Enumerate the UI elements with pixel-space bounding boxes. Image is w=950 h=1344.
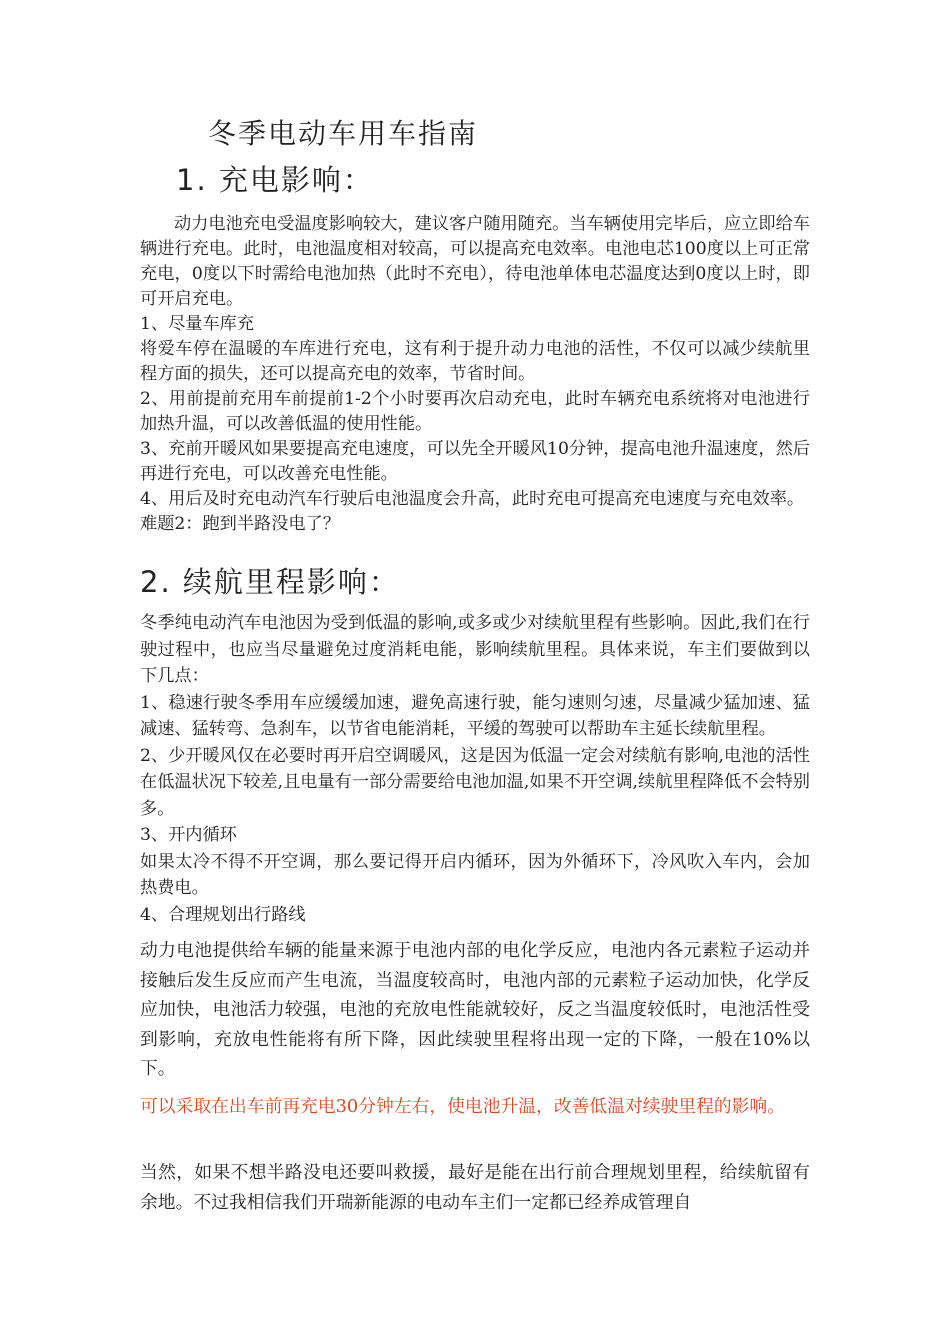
section2-heading: 2. 续航里程影响： — [140, 565, 400, 599]
section2-item4-title: 4、合理规划出行路线 — [140, 904, 306, 925]
section1-item4: 4、用后及时充电动汽车行驶后电池温度会升高，此时充电可提高充电速度与充电效率。 — [140, 489, 805, 509]
section1-intro: 动力电池充电受温度影响较大，建议客户随用随充。当车辆使用完毕后，应立即给车辆进行充电。此时，电池温度相对较高，可以提高充电效率。电池电芯100度以上可正常充电，0度以下时需给电池加热（此时不充电），待电池单体电芯温度达到0度以上时，即可开启充电。 — [140, 214, 810, 309]
section2-item1: 1、稳速行驶冬季用车应缓缓加速，避免高速行驶，能匀速则匀速，尽量减少猛加速、猛减速、猛转弯、急刹车，以节省电能消耗，平缓的驾驶可以帮助车主延长续航里程。 — [140, 692, 810, 739]
section1-item3: 3、充前开暖风如果要提高充电速度，可以先全开暖风10分钟，提高电池升温速度，然后再进行充电，可以改善充电性能。 — [140, 439, 810, 484]
section2-item2: 2、少开暖风仅在必要时再开启空调暖风，这是因为低温一定会对续航有影响,电池的活性在低温状况下较差,且电量有一部分需要给电池加温,如果不开空调,续航里程降低不会特别多。 — [140, 745, 810, 819]
section2-item4-body-block — [140, 936, 810, 1084]
section2-item3-body: 如果太冷不得不开空调，那么要记得开启内循环，因为外循环下，冷风吹入车内，会加热费电。 — [140, 851, 810, 898]
section2-intro: 冬季纯电动汽车电池因为受到低温的影响,或多或少对续航里程有些影响。因此,我们在行驶过程中，也应当尽量避免过度消耗电能，影响续航里程。具体来说，车主们要做到以下几点： — [140, 613, 810, 686]
section1-item1-body: 将爱车停在温暖的车库进行充电，这有利于提升动力电池的活性，不仅可以减少续航里程方面的损失，还可以提高充电的效率，节省时间。 — [140, 339, 810, 384]
tip-text: 可以采取在出车前再充电30分钟左右，使电池升温，改善低温对续驶里程的影响。 — [140, 1096, 785, 1117]
closing-text: 当然，如果不想半路没电还要叫救援，最好是能在出行前合理规划里程，给续航留有余地。不过我相信我们开瑞新能源的电动车主们一定都已经养成管理自 — [140, 1162, 810, 1213]
section1-question: 难题2：跑到半路没电了？ — [140, 514, 340, 534]
section1-body — [140, 212, 810, 537]
document-title: 冬季电动车用车指南 — [208, 117, 479, 150]
section1-item2: 2、用前提前充用车前提前1-2个小时要再次启动充电，此时车辆充电系统将对电池进行加热升温，可以改善低温的使用性能。 — [140, 389, 810, 434]
section1-item1-title: 1、尽量车库充 — [140, 314, 255, 334]
tip-block — [140, 1092, 810, 1122]
section1-heading: 1. 充电影响： — [176, 163, 374, 197]
section2-body — [140, 610, 810, 928]
section2-item4-body: 动力电池提供给车辆的能量来源于电池内部的电化学反应，电池内各元素粒子运动并接触后发生反应而产生电流，当温度较高时，电池内部的元素粒子运动加快，化学反应加快，电池活力较强，电池的充放电性能就较好，反之当温度较低时，电池活性受到影响，充放电性能将有所下降，因此续驶里程将出现一定的下降，一般在10%以下。 — [140, 940, 810, 1079]
section2-item3-title: 3、开内循环 — [140, 825, 237, 845]
closing-block — [140, 1158, 810, 1217]
